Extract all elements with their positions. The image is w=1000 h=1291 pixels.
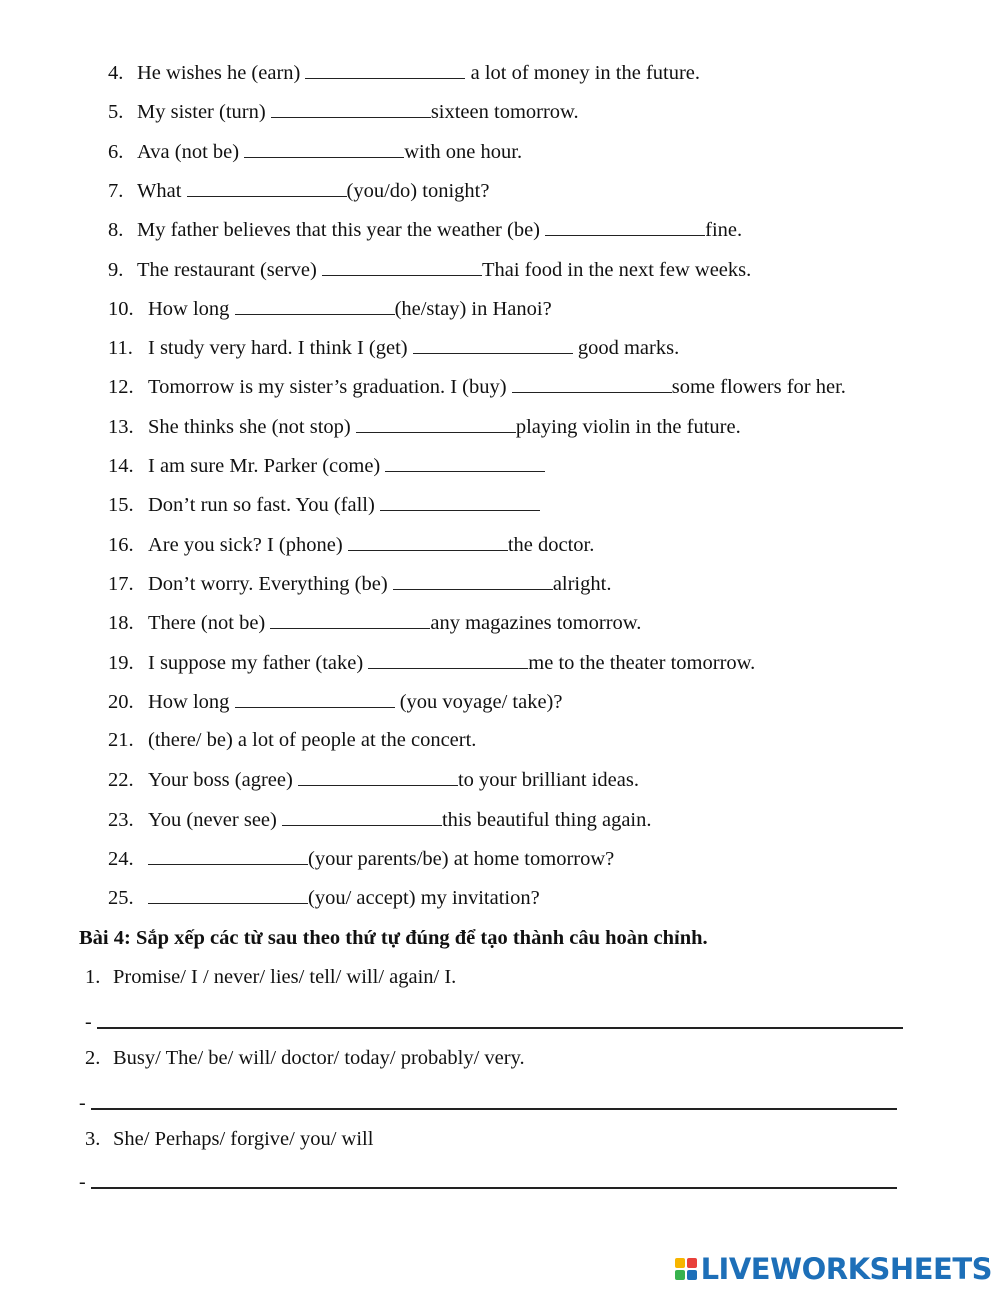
- answer-blank[interactable]: [235, 689, 395, 708]
- exercise-3-item: [108, 650, 755, 675]
- exercise-3-item: [108, 335, 679, 360]
- answer-blank[interactable]: [322, 257, 482, 276]
- item-number: 12.: [108, 376, 134, 399]
- item-number: 18.: [108, 612, 134, 635]
- answer-dash: -: [79, 1171, 86, 1193]
- item-text-after: (you/do) tonight?: [346, 179, 490, 202]
- exercise-4-prompt: [85, 1127, 373, 1151]
- item-text-before: You (never see): [148, 808, 282, 831]
- exercise-3-item: [108, 532, 594, 557]
- item-number: 11.: [108, 337, 133, 360]
- logo-brand-text: LIVEWORKSHEETS: [700, 1252, 992, 1286]
- item-text-before: (there/ be) a lot of people at the concert.: [148, 729, 477, 752]
- item-number: 24.: [108, 848, 134, 870]
- item-number: 21.: [108, 729, 134, 752]
- item-text-after: (your parents/be) at home tomorrow?: [308, 848, 615, 870]
- item-text-before: Your boss (agree): [148, 769, 298, 792]
- answer-line[interactable]: [91, 1108, 897, 1110]
- item-text-after: (he/stay) in Hanoi?: [394, 297, 552, 320]
- item-number: 2.: [85, 1047, 101, 1069]
- scrambled-words: Promise/ I / never/ lies/ tell/ will/ again/ I.: [113, 966, 457, 988]
- exercise-3-item: [108, 296, 552, 321]
- logo-block-green: [675, 1270, 685, 1280]
- answer-blank[interactable]: [348, 532, 508, 551]
- answer-dash: -: [85, 1011, 92, 1033]
- item-text-before: The restaurant (serve): [137, 258, 322, 281]
- answer-blank[interactable]: [305, 60, 465, 79]
- item-text-after: playing violin in the future.: [515, 415, 741, 438]
- item-text-before: Are you sick? I (phone): [148, 533, 348, 556]
- exercise-3-item: [108, 492, 540, 517]
- exercise-3-item: [108, 728, 476, 752]
- item-text-after: any magazines tomorrow.: [430, 612, 642, 635]
- item-text-before: She thinks she (not stop): [148, 415, 356, 438]
- item-number: 13.: [108, 415, 134, 438]
- item-number: 14.: [108, 455, 134, 477]
- item-number: 15.: [108, 494, 134, 517]
- exercise-3-item: [108, 610, 641, 635]
- exercise-3-item: [108, 689, 562, 714]
- item-number: 22.: [108, 769, 134, 792]
- item-text-before: I am sure Mr. Parker (come): [148, 455, 386, 477]
- item-text-after: with one hour.: [404, 140, 523, 163]
- item-text-after: sixteen tomorrow.: [430, 101, 579, 124]
- item-text-before: There (not be): [148, 612, 271, 635]
- item-number: 3.: [85, 1128, 101, 1150]
- exercise-3-item: [108, 99, 579, 124]
- exercise-3-item: [108, 885, 540, 910]
- answer-blank[interactable]: [148, 846, 308, 865]
- exercise-4-heading: Bài 4: Sắp xếp các từ sau theo thứ tự đúng để tạo thành câu hoàn chỉnh.: [79, 927, 708, 949]
- answer-blank[interactable]: [244, 139, 404, 158]
- item-text-after: fine.: [705, 219, 743, 242]
- item-number: 7.: [108, 179, 124, 202]
- item-text-after: good marks.: [572, 337, 680, 360]
- item-text-after: to your brilliant ideas.: [457, 769, 639, 792]
- exercise-3-item: [108, 139, 522, 164]
- answer-blank[interactable]: [393, 571, 553, 590]
- logo-block-red: [687, 1258, 697, 1268]
- item-text-before: I study very hard. I think I (get): [148, 337, 413, 360]
- item-number: 6.: [108, 140, 124, 163]
- item-text-before: How long: [148, 690, 235, 713]
- answer-blank[interactable]: [187, 178, 347, 197]
- item-text-after: (you/ accept) my invitation?: [308, 887, 540, 910]
- exercise-4-prompt: [85, 965, 456, 989]
- item-number: 19.: [108, 651, 134, 674]
- answer-blank[interactable]: [148, 885, 308, 904]
- answer-blank[interactable]: [298, 767, 458, 786]
- exercise-3-item: [108, 846, 614, 871]
- item-number: 10.: [108, 297, 134, 320]
- item-text-before: Don’t worry. Everything (be): [148, 572, 393, 595]
- scrambled-words: Busy/ The/ be/ will/ doctor/ today/ probably/ very.: [113, 1047, 525, 1069]
- answer-blank[interactable]: [512, 374, 672, 393]
- item-text-before: My father believes that this year the weather (be): [137, 219, 546, 242]
- item-number: 5.: [108, 101, 124, 124]
- item-number: 1.: [85, 966, 101, 988]
- item-text-before: How long: [148, 297, 235, 320]
- exercise-3-item: [108, 414, 741, 439]
- answer-blank[interactable]: [270, 610, 430, 629]
- exercise-3-item: [108, 453, 545, 478]
- item-text-after: me to the theater tomorrow.: [528, 651, 756, 674]
- exercise-3-item: [108, 374, 846, 399]
- exercise-3-item: [108, 217, 742, 242]
- item-text-after: a lot of money in the future.: [465, 62, 701, 84]
- item-text-before: He wishes he (earn): [137, 62, 306, 84]
- logo-block-blue: [687, 1270, 697, 1280]
- item-number: 25.: [108, 887, 134, 910]
- logo-block-yellow: [675, 1258, 685, 1268]
- exercise-3-item: [108, 767, 639, 792]
- answer-blank[interactable]: [356, 414, 516, 433]
- item-text-after: this beautiful thing again.: [441, 808, 652, 831]
- answer-blank[interactable]: [545, 217, 705, 236]
- item-text-after: (you voyage/ take)?: [394, 690, 563, 713]
- item-text-before: Tomorrow is my sister’s graduation. I (buy): [148, 376, 512, 399]
- exercise-3-item: [108, 807, 652, 832]
- item-text-before: What: [137, 179, 187, 202]
- exercise-3-item: [108, 257, 751, 282]
- item-text-before: Ava (not be): [137, 140, 245, 163]
- item-text-before: My sister (turn): [137, 101, 271, 124]
- answer-blank[interactable]: [380, 492, 540, 511]
- item-number: 9.: [108, 258, 124, 281]
- item-number: 23.: [108, 808, 134, 831]
- logo-blocks-icon: [675, 1258, 697, 1280]
- answer-blank[interactable]: [235, 296, 395, 315]
- item-number: 20.: [108, 690, 134, 713]
- exercise-3-item: [108, 60, 700, 85]
- exercise-3-item: [108, 178, 489, 203]
- item-text-after: some flowers for her.: [671, 376, 846, 399]
- answer-blank[interactable]: [271, 99, 431, 118]
- item-text-before: Don’t run so fast. You (fall): [148, 494, 380, 517]
- exercise-3-item: [108, 571, 611, 596]
- answer-line[interactable]: [97, 1027, 903, 1029]
- answer-line[interactable]: [91, 1187, 897, 1189]
- answer-blank[interactable]: [282, 807, 442, 826]
- answer-blank[interactable]: [385, 453, 545, 472]
- item-text-after: alright.: [552, 572, 612, 595]
- item-text-after: the doctor.: [507, 533, 595, 556]
- item-text-before: I suppose my father (take): [148, 651, 369, 674]
- exercise-4-prompt: [85, 1046, 525, 1070]
- answer-blank[interactable]: [368, 650, 528, 669]
- item-number: 16.: [108, 533, 134, 556]
- scrambled-words: She/ Perhaps/ forgive/ you/ will: [113, 1128, 374, 1150]
- item-number: 8.: [108, 219, 124, 242]
- item-number: 17.: [108, 572, 134, 595]
- answer-dash: -: [79, 1092, 86, 1114]
- item-text-after: Thai food in the next few weeks.: [481, 258, 752, 281]
- liveworksheets-logo: [675, 1252, 992, 1286]
- item-number: 4.: [108, 62, 124, 84]
- answer-blank[interactable]: [413, 335, 573, 354]
